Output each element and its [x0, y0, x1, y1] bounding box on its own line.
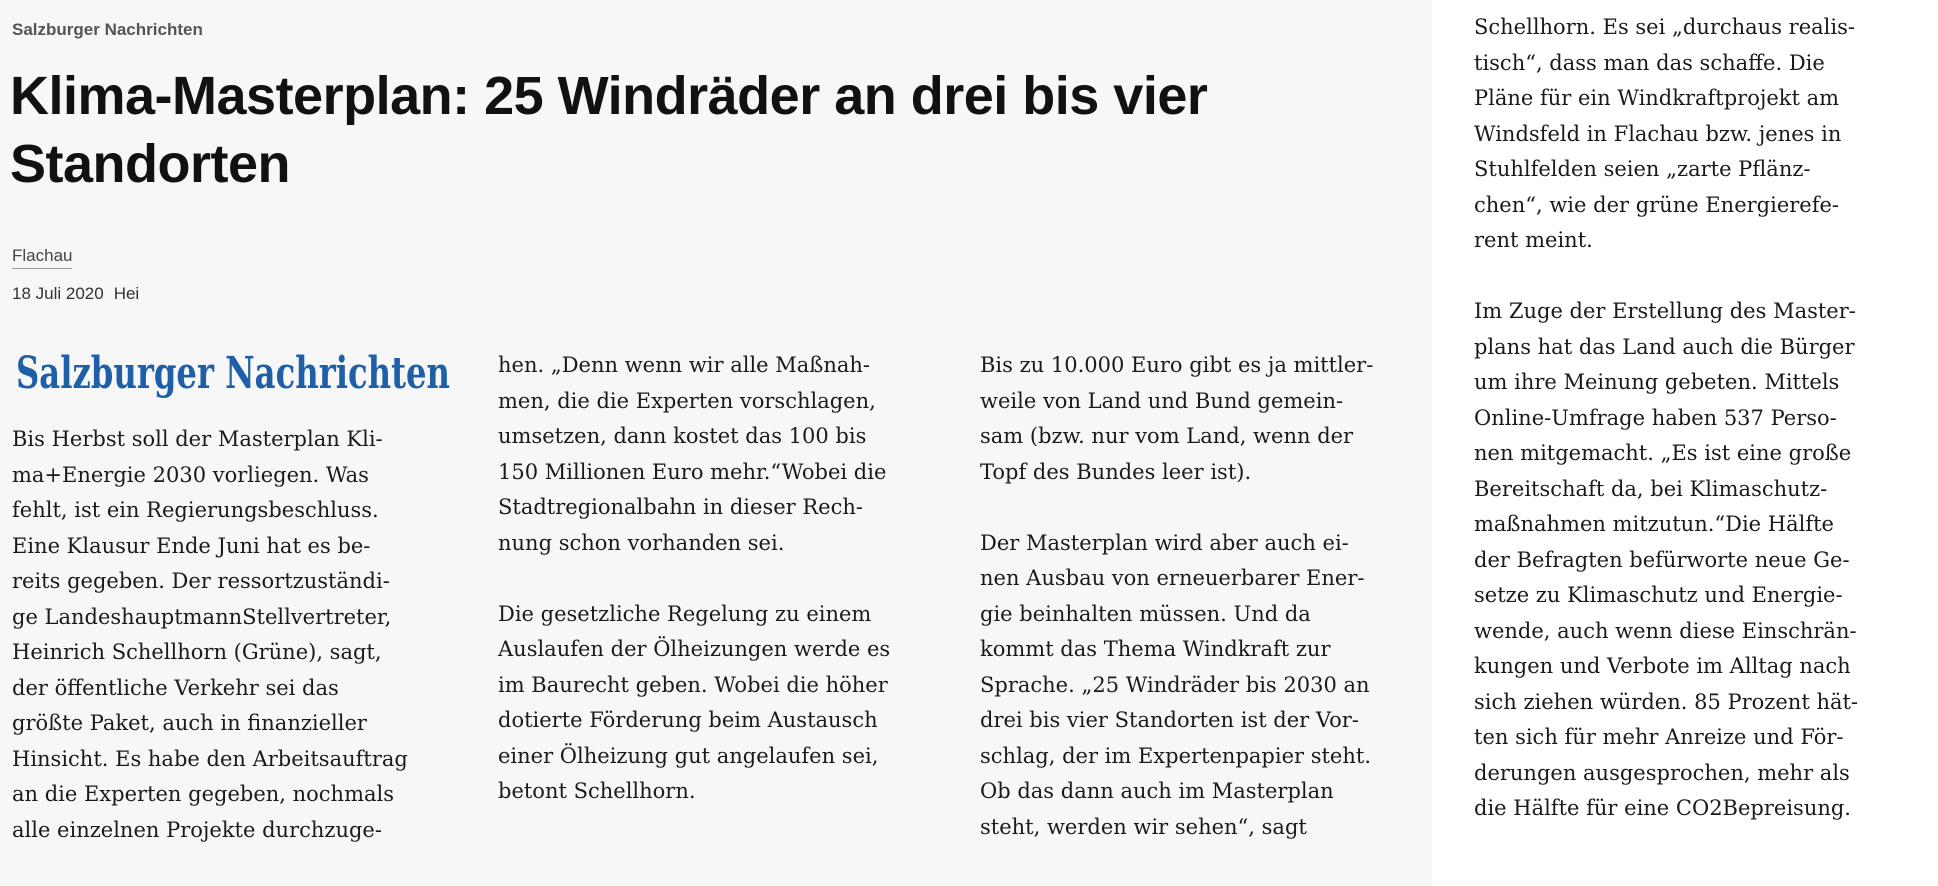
text-line: drei bis vier Standorten ist der Vor- [980, 708, 1359, 732]
text-line: sich ziehen würden. 85 Prozent hät- [1474, 689, 1859, 714]
text-line: maßnahmen mitzutun.“Die Hälfte [1474, 512, 1834, 536]
text-line: Online-Umfrage haben 537 Perso- [1474, 405, 1837, 430]
text-line: der Befragten befürworte neue Ge- [1474, 547, 1850, 572]
text-line: umsetzen, dann kostet das 100 bis [498, 424, 867, 448]
text-line: Stuhlfelden seien „zarte Pflänz- [1474, 157, 1811, 181]
text-line: Topf des Bundes leer ist). [980, 459, 1252, 484]
text-line: alle einzelnen Projekte durchzuge- [12, 817, 382, 842]
paragraph [980, 348, 1373, 490]
text-line: weile von Land und Bund gemein- [980, 388, 1344, 413]
text-line: Der Masterplan wird aber auch ei- [980, 530, 1349, 555]
text-line: plans hat das Land auch die Bürger [1474, 334, 1855, 359]
text-line: einer Ölheizung gut angelaufen sei, [498, 743, 879, 768]
article-column-2 [498, 348, 890, 845]
text-line: ge LandeshauptmannStellvertreter, [12, 604, 392, 629]
text-line: Im Zuge der Erstellung des Master- [1474, 299, 1856, 323]
salzburger-nachrichten-logo [14, 344, 454, 400]
article-date: 18 Juli 2020 [12, 284, 104, 303]
text-line: ma+Energie 2030 vorliegen. Was [12, 462, 369, 487]
publication-name: Salzburger Nachrichten [12, 20, 203, 39]
article-meta [12, 284, 139, 304]
paragraph [498, 348, 890, 561]
article-column-1 [12, 422, 408, 848]
text-line: Eine Klausur Ende Juni hat es be- [12, 533, 371, 558]
text-line: setze zu Klimaschutz und Energie- [1474, 583, 1843, 607]
article-headline: Klima-Masterplan: 25 Windräder an drei bis vier Standorten [10, 66, 1208, 194]
text-line: chen“, wie der grüne Energierefe- [1474, 192, 1840, 217]
text-line: Bis Herbst soll der Masterplan Kli- [12, 427, 383, 451]
text-line: 150 Millionen Euro mehr.“Wobei die [498, 459, 887, 484]
article-column-3 [980, 348, 1373, 881]
text-line: men, die die Experten vorschlagen, [498, 388, 876, 413]
text-line: Auslaufen der Ölheizungen werde es [498, 637, 891, 661]
text-line: kungen und Verbote im Alltag nach [1474, 654, 1851, 678]
text-line: Hinsicht. Es habe den Arbeitsauftrag [12, 746, 408, 771]
location-link[interactable]: Flachau [12, 246, 72, 269]
text-line: Die gesetzliche Regelung zu einem [498, 601, 872, 626]
text-line: kommt das Thema Windkraft zur [980, 637, 1331, 661]
text-line: schlag, der im Expertenpapier steht. [980, 743, 1372, 768]
text-line: Sprache. „25 Windräder bis 2030 an [980, 672, 1370, 697]
text-line: Bereitschaft da, bei Klimaschutz- [1474, 476, 1828, 501]
text-line: hen. „Denn wenn wir alle Maßnah- [498, 353, 871, 377]
paragraph [498, 597, 890, 810]
paragraph [1474, 294, 1858, 827]
text-line: nung schon vorhanden sei. [498, 530, 785, 555]
paragraph [980, 526, 1373, 846]
text-line: Pläne für ein Windkraftprojekt am [1474, 86, 1840, 110]
logo-wordmark: Salzburger Nachrichten [16, 348, 450, 399]
text-line: Ob das dann auch im Masterplan [980, 779, 1334, 803]
article-column-4 [1474, 10, 1858, 862]
text-line: Bis zu 10.000 Euro gibt es ja mittler- [980, 353, 1374, 377]
text-line: reits gegeben. Der ressortzuständi- [12, 569, 390, 593]
text-line: tisch“, dass man das schaffe. Die [1474, 50, 1825, 75]
text-line: fehlt, ist ein Regierungsbeschluss. [12, 498, 379, 522]
text-line: betont Schellhorn. [498, 779, 696, 803]
text-line: nen mitgemacht. „Es ist eine große [1474, 441, 1852, 465]
text-line: Windsfeld in Flachau bzw. jenes in [1474, 121, 1842, 146]
text-line: der öffentliche Verkehr sei das [12, 675, 339, 700]
article-author: Hei [113, 284, 140, 303]
text-line: größte Paket, auch in finanzieller [12, 711, 367, 735]
text-line: um ihre Meinung gebeten. Mittels [1474, 370, 1840, 394]
text-line: steht, werden wir sehen“, sagt [980, 814, 1307, 839]
text-line: rent meint. [1474, 228, 1593, 252]
text-line: Schellhorn. Es sei „durchaus realis- [1474, 15, 1855, 39]
text-line: im Baurecht geben. Wobei die höher [498, 672, 888, 697]
text-line: wende, auch wenn diese Einschrän- [1474, 618, 1857, 643]
text-line: nen Ausbau von erneuerbarer Ener- [980, 566, 1365, 590]
text-line: derungen ausgesprochen, mehr als [1474, 760, 1850, 785]
text-line: an die Experten gegeben, nochmals [12, 782, 394, 806]
text-line: Heinrich Schellhorn (Grüne), sagt, [12, 640, 382, 664]
text-line: die Hälfte für eine CO2Bepreisung. [1474, 796, 1851, 820]
text-line: ten sich für mehr Anreize und För- [1474, 725, 1844, 749]
text-line: Stadtregionalbahn in dieser Rech- [498, 495, 863, 519]
text-line: dotierte Förderung beim Austausch [498, 708, 878, 732]
text-line: gie beinhalten müssen. Und da [980, 601, 1311, 626]
text-line: sam (bzw. nur vom Land, wenn der [980, 424, 1354, 448]
paragraph [1474, 10, 1858, 259]
